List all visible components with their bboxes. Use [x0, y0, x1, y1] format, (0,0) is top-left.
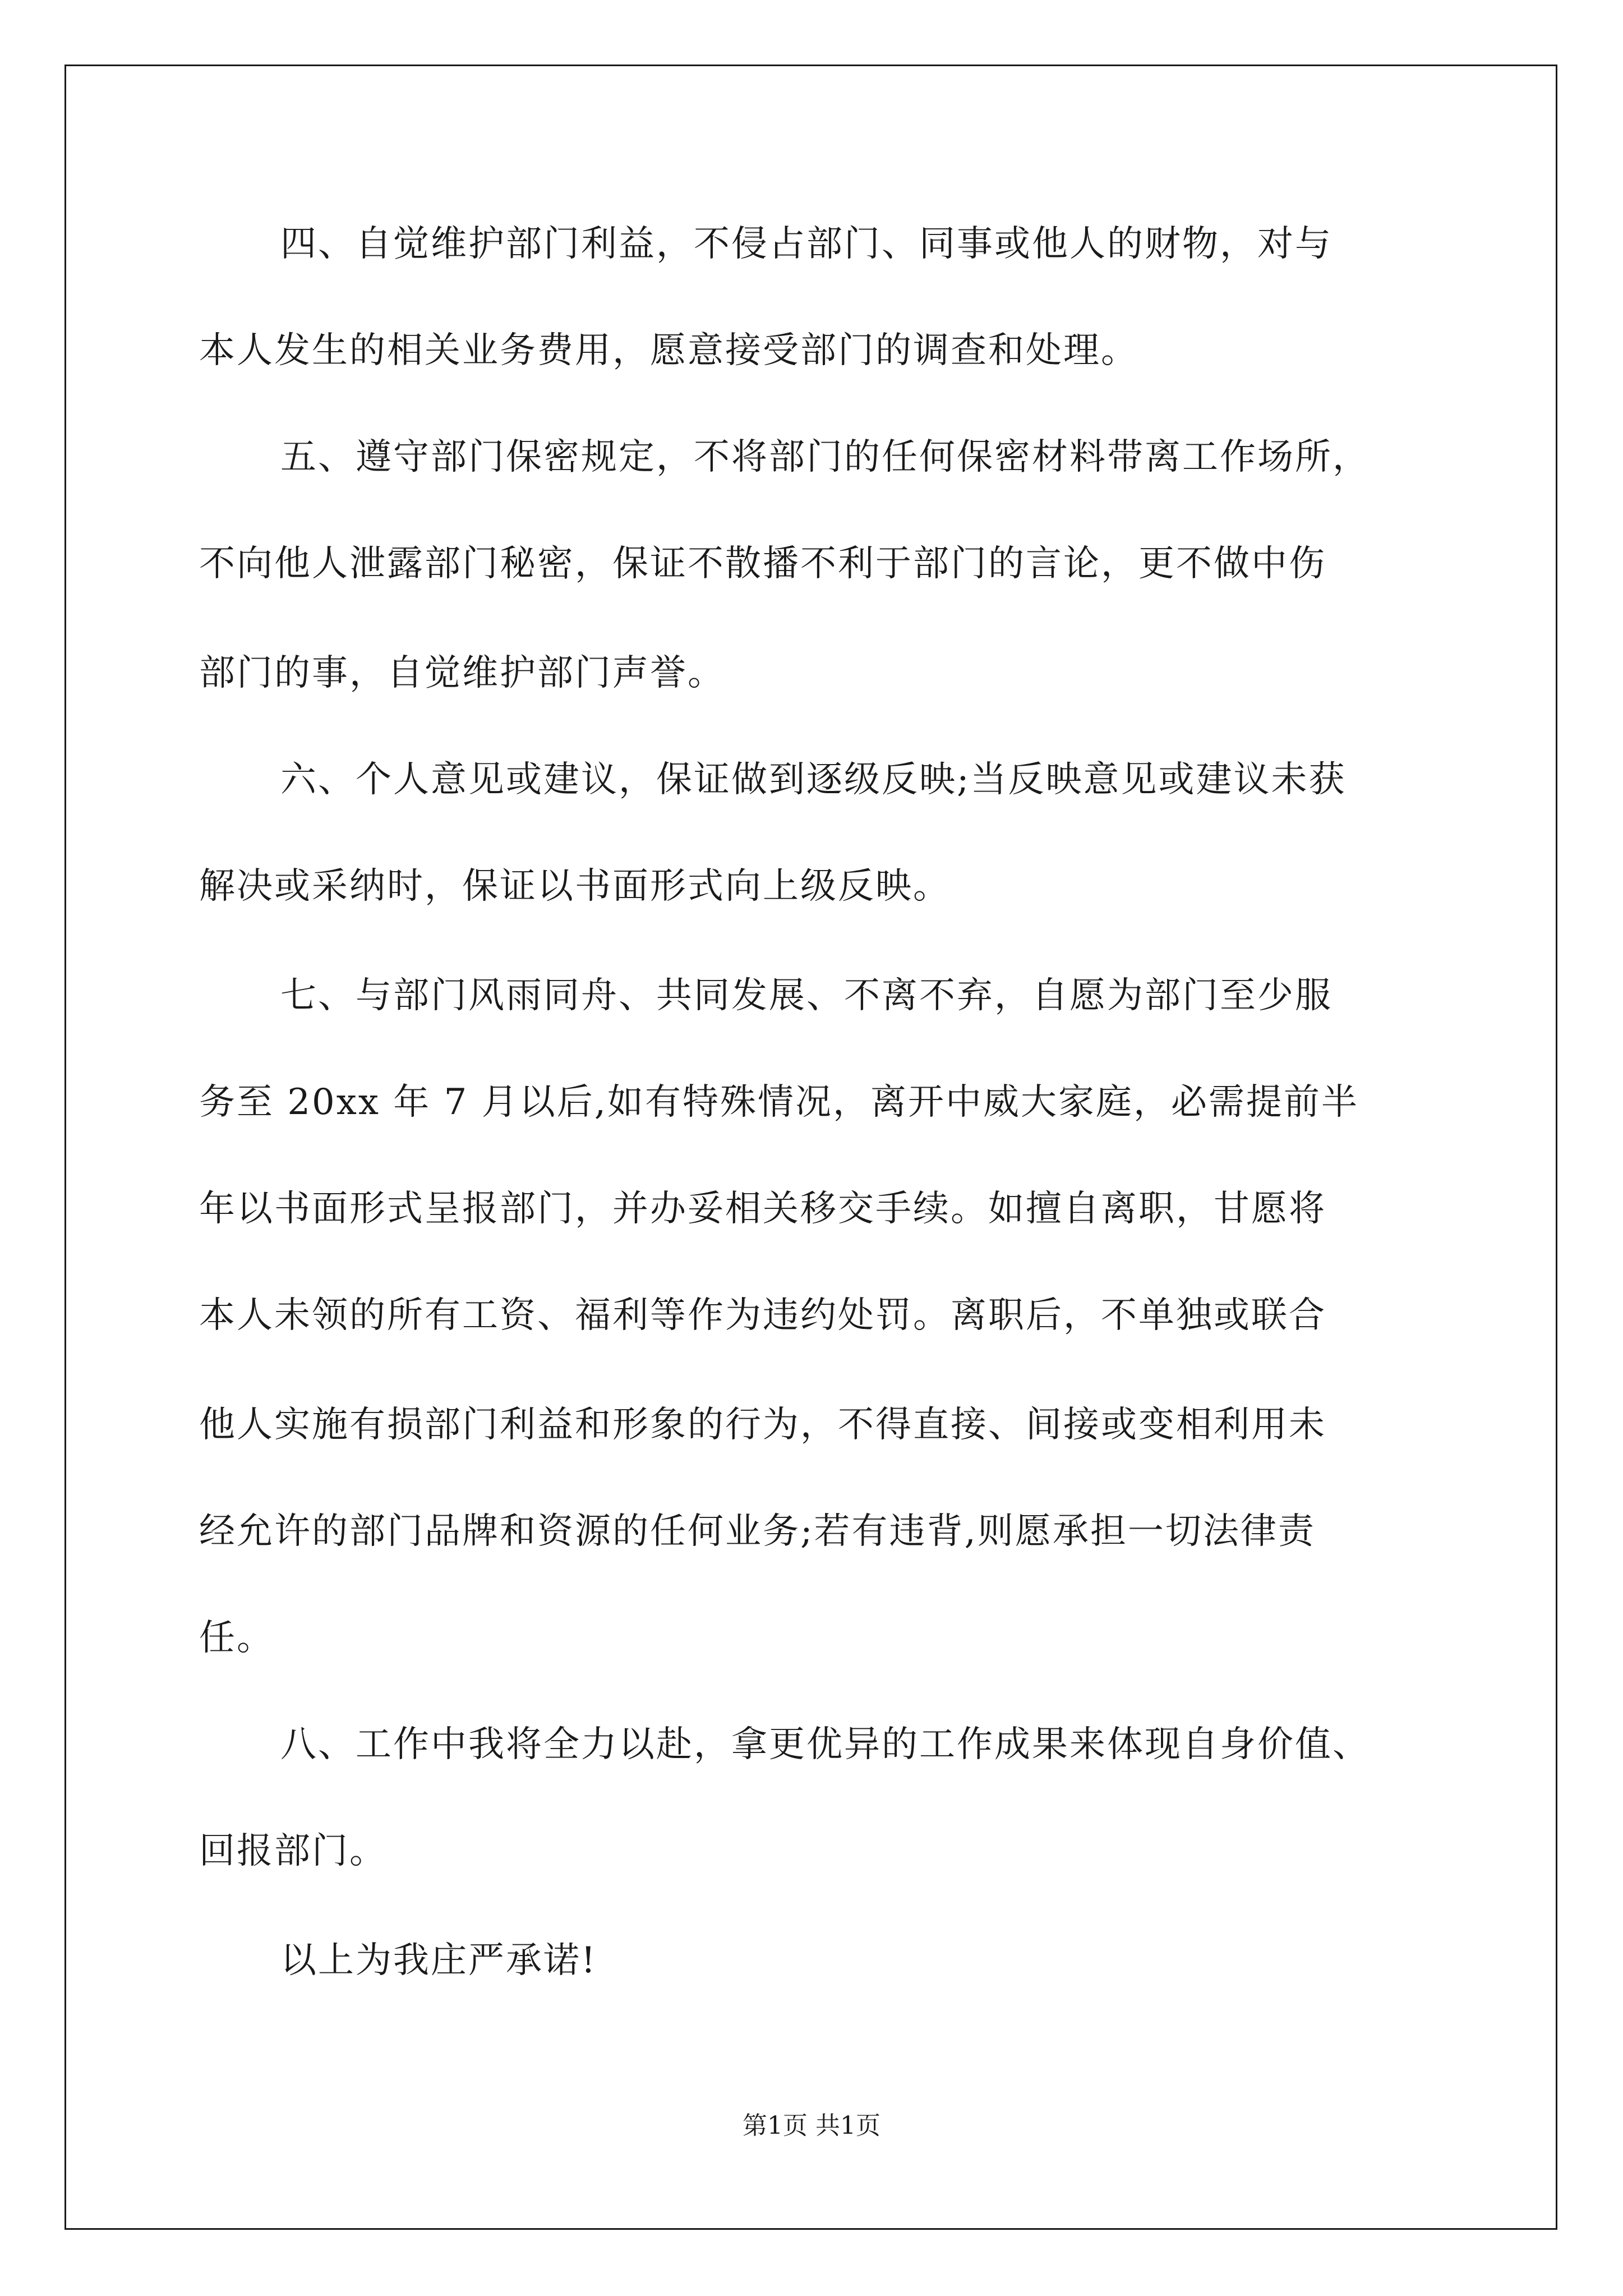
- paragraph-5-line-1: 五、遵守部门保密规定，不将部门的任何保密材料带离工作场所，: [280, 436, 1370, 478]
- paragraph-7-line-4: 本人未领的所有工资、福利等作为违约处罚。离职后，不单独或联合: [199, 1295, 1326, 1336]
- paragraph-7-line-1: 七、与部门风雨同舟、共同发展、不离不弃，自愿为部门至少服: [280, 975, 1332, 1016]
- paragraph-5-line-2: 不向他人泄露部门秘密，保证不散播不利于部门的言论，更不做中伤: [199, 543, 1326, 585]
- paragraph-4-line-2: 本人发生的相关业务费用，愿意接受部门的调查和处理。: [199, 330, 1138, 371]
- paragraph-5-line-3: 部门的事，自觉维护部门声誉。: [199, 652, 725, 694]
- paragraph-7-line-7: 任。: [199, 1617, 274, 1659]
- paragraph-8-line-1: 八、工作中我将全力以赴，拿更优异的工作成果来体现自身价值、: [280, 1724, 1370, 1765]
- paragraph-7-line-5: 他人实施有损部门利益和形象的行为，不得直接、间接或变相利用未: [199, 1404, 1326, 1446]
- paragraph-7-line-6: 经允许的部门品牌和资源的任何业务;若有违背,则愿承担一切法律责: [199, 1511, 1316, 1552]
- paragraph-8-line-2: 回报部门。: [199, 1830, 387, 1872]
- page-footer: 第1页 共1页: [743, 2111, 880, 2140]
- closing-statement: 以上为我庄严承诺!: [280, 1940, 597, 1981]
- paragraph-6-line-1: 六、个人意见或建议，保证做到逐级反映;当反映意见或建议未获: [280, 759, 1347, 800]
- page-frame: [64, 65, 1557, 2230]
- paragraph-4-line-1: 四、自觉维护部门利益，不侵占部门、同事或他人的财物，对与: [280, 223, 1332, 265]
- paragraph-7-line-3: 年以书面形式呈报部门，并办妥相关移交手续。如擅自离职，甘愿将: [199, 1188, 1326, 1230]
- paragraph-7-line-2: 务至 20xx 年 7 月以后,如有特殊情况，离开中威大家庭，必需提前半: [199, 1082, 1359, 1123]
- paragraph-6-line-2: 解决或采纳时，保证以书面形式向上级反映。: [199, 866, 951, 907]
